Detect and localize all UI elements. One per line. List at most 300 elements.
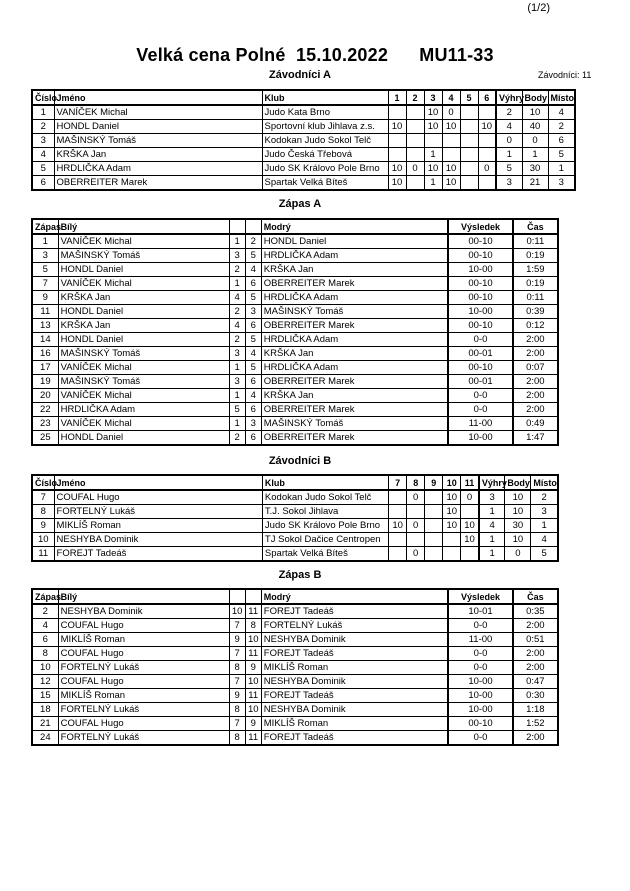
table-cell: 3 <box>548 176 575 191</box>
table-cell: 0-0 <box>448 389 512 403</box>
table-cell: 10 <box>32 661 58 675</box>
table-cell <box>478 105 496 120</box>
column-header: Čas <box>513 219 558 234</box>
column-header: Body <box>522 90 548 105</box>
column-header: Klub <box>262 475 388 490</box>
table-row <box>32 263 558 277</box>
table-cell: NESHYBA Dominik <box>261 703 448 717</box>
table-cell: 0 <box>522 134 548 148</box>
table-row <box>32 675 558 689</box>
table-header-row <box>32 475 558 490</box>
table-cell: 0:11 <box>513 291 558 305</box>
table-row <box>32 633 558 647</box>
column-header <box>229 219 245 234</box>
table-cell: HRDLIČKA Adam <box>261 249 448 263</box>
table-cell: 2 <box>229 263 245 277</box>
table-cell: 10 <box>443 490 461 505</box>
table-cell: 00-10 <box>448 234 512 249</box>
table-cell <box>425 547 443 562</box>
table-cell <box>425 533 443 547</box>
table-cell: 0:19 <box>513 277 558 291</box>
table-cell: 10-00 <box>448 305 512 319</box>
table-cell: Kodokan Judo Sokol Telč <box>262 490 388 505</box>
column-header <box>245 219 261 234</box>
table-cell: 11 <box>245 731 261 746</box>
column-header: 11 <box>461 475 479 490</box>
table-cell <box>424 134 442 148</box>
table-cell <box>442 134 460 148</box>
table-row <box>32 162 575 176</box>
table-cell: 10 <box>245 675 261 689</box>
column-header <box>245 589 261 604</box>
table-cell <box>460 176 478 191</box>
table-cell: Sportovní klub Jihlava z.s. <box>262 120 388 134</box>
table-cell: 4 <box>32 619 58 633</box>
table-cell: 6 <box>245 403 261 417</box>
table-cell <box>389 533 407 547</box>
table-cell: 9 <box>229 689 245 703</box>
table-cell: TJ Sokol Dačice Centropen <box>262 533 388 547</box>
table-cell: 5 <box>245 291 261 305</box>
table-cell: COUFAL Hugo <box>58 647 229 661</box>
table-cell: 5 <box>245 333 261 347</box>
table-cell: 6 <box>548 134 575 148</box>
table-cell: 2 <box>245 234 261 249</box>
matches-a-table <box>31 218 559 446</box>
table-cell: 0 <box>461 490 479 505</box>
table-cell: 0 <box>496 134 522 148</box>
table-cell: HONDL Daniel <box>58 431 229 446</box>
table-cell: 2 <box>32 120 54 134</box>
table-cell: 12 <box>32 675 58 689</box>
table-row <box>32 389 558 403</box>
table-cell: FOREJT Tadeáš <box>261 689 448 703</box>
column-header: 2 <box>406 90 424 105</box>
table-cell: 40 <box>522 120 548 134</box>
table-cell: 10 <box>424 120 442 134</box>
table-row <box>32 490 558 505</box>
table-cell: 22 <box>32 403 58 417</box>
table-cell: 10 <box>389 519 407 533</box>
table-cell: COUFAL Hugo <box>58 675 229 689</box>
table-cell: 0:12 <box>513 319 558 333</box>
table-cell: MAŠINSKÝ Tomáš <box>58 375 229 389</box>
table-cell: 23 <box>32 417 58 431</box>
table-cell: 10 <box>424 105 442 120</box>
table-cell: 1 <box>479 547 505 562</box>
table-row <box>32 375 558 389</box>
table-cell: 4 <box>496 120 522 134</box>
table-cell: 8 <box>245 619 261 633</box>
table-cell <box>406 176 424 191</box>
event-date: 15.10.2022 <box>295 45 389 65</box>
column-header: 6 <box>478 90 496 105</box>
table-cell: 7 <box>229 675 245 689</box>
table-cell <box>460 120 478 134</box>
table-cell: 00-10 <box>448 717 512 731</box>
table-cell: 10 <box>245 633 261 647</box>
table-row <box>32 347 558 361</box>
table-row <box>32 176 575 191</box>
table-cell: 10-00 <box>448 703 512 717</box>
table-cell: KRŠKA Jan <box>261 347 448 361</box>
table-cell: FORTELNÝ Lukáš <box>58 661 229 675</box>
table-cell: 3 <box>32 249 58 263</box>
table-cell: 2:00 <box>513 619 558 633</box>
table-cell: MIKLÍŠ Roman <box>58 633 229 647</box>
table-row <box>32 361 558 375</box>
table-cell: MAŠINSKÝ Tomáš <box>58 249 229 263</box>
table-row <box>32 505 558 519</box>
table-cell: 17 <box>32 361 58 375</box>
table-cell: 4 <box>229 291 245 305</box>
table-cell: 10 <box>461 533 479 547</box>
table-cell: 21 <box>32 717 58 731</box>
table-cell: 4 <box>245 347 261 361</box>
table-cell: 10-00 <box>448 689 512 703</box>
column-header: Výhry <box>479 475 505 490</box>
table-cell <box>407 533 425 547</box>
table-cell: 5 <box>32 263 58 277</box>
table-cell: 11 <box>245 689 261 703</box>
table-cell: 6 <box>245 277 261 291</box>
table-row <box>32 689 558 703</box>
table-cell: 2 <box>229 305 245 319</box>
table-cell <box>388 148 406 162</box>
column-header: Bílý <box>58 589 229 604</box>
table-cell: 8 <box>229 731 245 746</box>
table-cell <box>406 120 424 134</box>
table-cell: 5 <box>229 403 245 417</box>
table-cell <box>425 519 443 533</box>
table-cell: 10 <box>388 120 406 134</box>
table-cell: OBERREITER Marek <box>261 319 448 333</box>
table-cell: 0 <box>442 105 460 120</box>
competitors-b-table <box>31 474 559 562</box>
column-header: Klub <box>262 90 388 105</box>
table-cell: 10-00 <box>448 675 512 689</box>
table-cell: 1 <box>522 148 548 162</box>
table-cell: Kodokan Judo Sokol Telč <box>262 134 388 148</box>
table-cell: 21 <box>522 176 548 191</box>
column-header: Body <box>505 475 531 490</box>
table-cell: 0:49 <box>513 417 558 431</box>
table-cell <box>442 148 460 162</box>
table-row <box>32 277 558 291</box>
table-cell: 2:00 <box>513 389 558 403</box>
table-cell <box>460 148 478 162</box>
table-cell: 1:47 <box>513 431 558 446</box>
table-cell: 0-0 <box>448 619 512 633</box>
table-cell: HRDLIČKA Adam <box>261 333 448 347</box>
table-cell: 0-0 <box>448 403 512 417</box>
table-cell: 1 <box>548 162 575 176</box>
table-cell: 18 <box>32 703 58 717</box>
table-cell <box>389 505 407 519</box>
table-cell: 1:18 <box>513 703 558 717</box>
table-cell: 1:59 <box>513 263 558 277</box>
table-header-row <box>32 589 558 604</box>
table-cell: HRDLIČKA Adam <box>261 361 448 375</box>
column-header: Zápas <box>32 589 58 604</box>
table-cell: 11 <box>32 547 54 562</box>
table-cell: FOREJT Tadeáš <box>261 647 448 661</box>
table-cell: 6 <box>32 633 58 647</box>
table-cell: COUFAL Hugo <box>58 717 229 731</box>
table-cell: 4 <box>479 519 505 533</box>
table-cell: 8 <box>229 661 245 675</box>
table-cell: 4 <box>245 389 261 403</box>
table-cell: 0 <box>407 490 425 505</box>
table-cell: T.J. Sokol Jihlava <box>262 505 388 519</box>
table-cell: FORTELNÝ Lukáš <box>58 703 229 717</box>
table-cell: VANÍČEK Michal <box>58 389 229 403</box>
table-cell: 1 <box>229 361 245 375</box>
table-cell: MIKLÍŠ Roman <box>54 519 262 533</box>
table-cell: NESHYBA Dominik <box>58 604 229 619</box>
table-cell: MAŠINSKÝ Tomáš <box>58 347 229 361</box>
table-cell: 3 <box>32 134 54 148</box>
table-cell: 10 <box>229 604 245 619</box>
table-cell: VANÍČEK Michal <box>58 361 229 375</box>
column-header: Modrý <box>261 589 448 604</box>
table-cell: 13 <box>32 319 58 333</box>
table-cell: MIKLÍŠ Roman <box>58 689 229 703</box>
table-cell: 0-0 <box>448 661 512 675</box>
table-cell: MIKLÍŠ Roman <box>261 717 448 731</box>
table-cell: 10 <box>505 533 531 547</box>
table-cell: HONDL Daniel <box>261 234 448 249</box>
table-cell: 0:47 <box>513 675 558 689</box>
table-cell: FORTELNÝ Lukáš <box>54 505 262 519</box>
table-cell: 10 <box>32 533 54 547</box>
table-cell: 5 <box>496 162 522 176</box>
weight-category: MU11-33 <box>419 45 494 65</box>
table-header-row <box>32 90 575 105</box>
table-cell <box>460 105 478 120</box>
table-cell: OBERREITER Marek <box>261 403 448 417</box>
table-cell: 4 <box>245 263 261 277</box>
table-cell: Judo SK Královo Pole Brno <box>262 519 388 533</box>
table-row <box>32 731 558 746</box>
table-row <box>32 319 558 333</box>
table-cell: OBERREITER Marek <box>261 277 448 291</box>
column-header: 8 <box>407 475 425 490</box>
table-cell: 0 <box>505 547 531 562</box>
table-cell: 0:51 <box>513 633 558 647</box>
table-cell <box>461 547 479 562</box>
table-cell: HONDL Daniel <box>58 305 229 319</box>
table-cell: 1 <box>229 277 245 291</box>
table-row <box>32 703 558 717</box>
table-cell: 00-10 <box>448 361 512 375</box>
column-header: Modrý <box>261 219 448 234</box>
table-cell: 2:00 <box>513 347 558 361</box>
column-header: Jméno <box>54 90 262 105</box>
table-cell: 4 <box>548 105 575 120</box>
competitor-count: Závodníci: 11 <box>538 70 592 80</box>
event-name: Velká cena Polné <box>136 45 286 65</box>
column-header: 5 <box>460 90 478 105</box>
table-cell <box>406 105 424 120</box>
table-cell <box>425 490 443 505</box>
table-cell: 0-0 <box>448 647 512 661</box>
table-cell: FORTELNÝ Lukáš <box>261 619 448 633</box>
table-cell <box>389 490 407 505</box>
table-cell: KRŠKA Jan <box>58 291 229 305</box>
table-cell: 1 <box>229 417 245 431</box>
table-cell: 2:00 <box>513 403 558 417</box>
table-cell: OBERREITER Marek <box>54 176 262 191</box>
page-number: (1/2) <box>527 2 550 14</box>
table-cell: 1 <box>32 234 58 249</box>
table-cell: 0:19 <box>513 249 558 263</box>
table-cell: FOREJT Tadeáš <box>54 547 262 562</box>
table-cell: HONDL Daniel <box>58 263 229 277</box>
table-cell <box>406 148 424 162</box>
table-cell: 6 <box>245 375 261 389</box>
table-cell: 2 <box>548 120 575 134</box>
matches-b-table <box>31 588 559 746</box>
table-cell: 11 <box>245 647 261 661</box>
matches-b-title: Zápas B <box>278 569 322 581</box>
table-cell: 7 <box>229 619 245 633</box>
table-row <box>32 619 558 633</box>
table-cell: 3 <box>479 490 505 505</box>
table-cell: Judo SK Královo Pole Brno <box>262 162 388 176</box>
column-header: 1 <box>388 90 406 105</box>
table-cell: 00-10 <box>448 291 512 305</box>
table-row <box>32 291 558 305</box>
table-cell: NESHYBA Dominik <box>54 533 262 547</box>
column-header: Místo. <box>531 475 558 490</box>
page-title <box>0 45 630 66</box>
table-cell <box>478 134 496 148</box>
table-cell <box>406 134 424 148</box>
table-cell: 11 <box>245 604 261 619</box>
table-cell: 14 <box>32 333 58 347</box>
table-row <box>32 234 558 249</box>
table-cell: COUFAL Hugo <box>54 490 262 505</box>
table-cell: 10-00 <box>448 431 512 446</box>
table-cell: 00-01 <box>448 375 512 389</box>
table-cell: FOREJT Tadeáš <box>261 731 448 746</box>
table-cell: 3 <box>531 505 558 519</box>
table-cell: 24 <box>32 731 58 746</box>
table-cell: 00-10 <box>448 249 512 263</box>
table-cell: 00-10 <box>448 277 512 291</box>
table-cell: 10 <box>478 120 496 134</box>
table-cell: 10 <box>443 519 461 533</box>
table-cell: VANÍČEK Michal <box>58 417 229 431</box>
table-row <box>32 533 558 547</box>
table-cell: 1 <box>32 105 54 120</box>
table-cell: 9 <box>245 717 261 731</box>
column-header: Výsledek <box>448 219 512 234</box>
table-row <box>32 661 558 675</box>
table-cell: 6 <box>245 431 261 446</box>
column-header: 10 <box>443 475 461 490</box>
table-cell: 11-00 <box>448 633 512 647</box>
table-cell: 7 <box>229 647 245 661</box>
table-cell: 0 <box>406 162 424 176</box>
table-row <box>32 305 558 319</box>
table-cell: MIKLÍŠ Roman <box>261 661 448 675</box>
table-cell: 0-0 <box>448 333 512 347</box>
table-cell: 10 <box>505 490 531 505</box>
table-cell: VANÍČEK Michal <box>58 277 229 291</box>
table-cell: 3 <box>229 249 245 263</box>
table-cell: 9 <box>32 291 58 305</box>
table-cell: 4 <box>32 148 54 162</box>
table-cell: 8 <box>32 505 54 519</box>
table-cell: 0 <box>407 547 425 562</box>
table-cell: 6 <box>245 319 261 333</box>
table-cell: 9 <box>229 633 245 647</box>
table-cell: HONDL Daniel <box>54 120 262 134</box>
table-row <box>32 148 575 162</box>
table-cell: 5 <box>245 249 261 263</box>
table-cell: 10 <box>424 162 442 176</box>
table-cell: KRŠKA Jan <box>261 389 448 403</box>
table-cell <box>478 148 496 162</box>
table-cell: 1 <box>479 505 505 519</box>
column-header <box>229 589 245 604</box>
table-cell: 5 <box>548 148 575 162</box>
table-row <box>32 431 558 446</box>
table-cell: MAŠINSKÝ Tomáš <box>261 417 448 431</box>
table-cell: 10 <box>442 176 460 191</box>
table-cell <box>388 105 406 120</box>
table-cell: 3 <box>229 375 245 389</box>
column-header: Jméno <box>54 475 262 490</box>
table-cell: 1 <box>229 234 245 249</box>
table-cell: MAŠINSKÝ Tomáš <box>54 134 262 148</box>
table-cell <box>443 533 461 547</box>
column-header: Výhry <box>496 90 522 105</box>
table-cell: 0:30 <box>513 689 558 703</box>
table-cell: 1 <box>229 389 245 403</box>
table-cell: 10 <box>442 162 460 176</box>
table-cell: 1:52 <box>513 717 558 731</box>
table-cell: 2 <box>32 604 58 619</box>
table-cell: Judo Kata Brno <box>262 105 388 120</box>
table-cell: 10 <box>443 505 461 519</box>
table-cell: MAŠINSKÝ Tomáš <box>261 305 448 319</box>
table-row <box>32 333 558 347</box>
table-cell: OBERREITER Marek <box>261 375 448 389</box>
table-cell: 1 <box>496 148 522 162</box>
table-cell <box>443 547 461 562</box>
table-cell: KRŠKA Jan <box>58 319 229 333</box>
table-cell: 0:35 <box>513 604 558 619</box>
competitors-a-title: Závodníci A <box>269 69 331 81</box>
table-row <box>32 134 575 148</box>
table-cell: Spartak Velká Bíteš <box>262 176 388 191</box>
table-cell: 4 <box>531 533 558 547</box>
table-cell: 7 <box>32 277 58 291</box>
table-cell: 7 <box>229 717 245 731</box>
table-cell: 10 <box>505 505 531 519</box>
table-cell: FORTELNÝ Lukáš <box>58 731 229 746</box>
column-header: 3 <box>424 90 442 105</box>
table-cell: 11 <box>32 305 58 319</box>
column-header: Výsledek <box>448 589 512 604</box>
table-cell <box>407 505 425 519</box>
table-cell <box>388 134 406 148</box>
table-cell: 0:07 <box>513 361 558 375</box>
competitors-a-table <box>31 89 576 191</box>
